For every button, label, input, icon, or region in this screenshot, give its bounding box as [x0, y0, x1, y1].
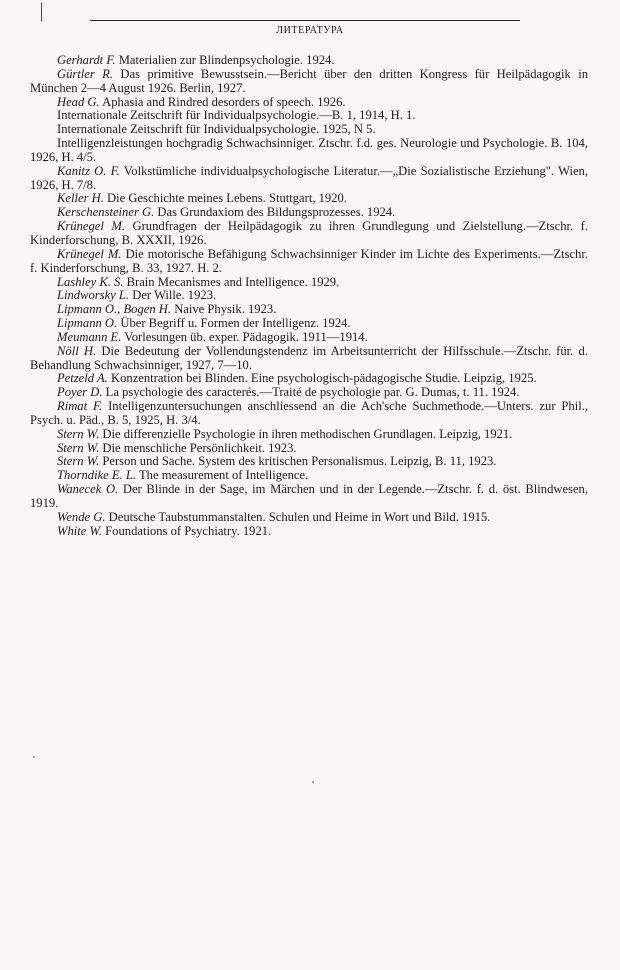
reference-entry	[30, 455, 588, 469]
scan-speck	[33, 756, 35, 758]
reference-author: Lashley K. S.	[57, 274, 124, 289]
reference-entry	[30, 442, 588, 456]
reference-author: Stern W.	[57, 426, 100, 441]
reference-entry	[30, 386, 588, 400]
reference-author: Nöll H.	[57, 343, 97, 358]
reference-text: Der Wille. 1923.	[132, 288, 217, 303]
margin-mark	[41, 3, 42, 21]
reference-author: Head G.	[57, 94, 100, 109]
reference-text: Die Bedeutung der Vollendungstendenz im Arbeitsunterricht der Hilfsschule.—Ztschr. für. d. Behandlung Schwachsinniger, 1927, 7—10.	[30, 343, 588, 372]
header-rule	[90, 20, 520, 21]
reference-entry	[30, 206, 588, 220]
reference-entry	[30, 137, 588, 165]
reference-text: Intelligenzuntersuchungen anschliessend an die Ach'sche Suchmethode.—Unters. zur Phil., Psych. u. Päd., B. 5, 1925, H. 3/4.	[30, 399, 588, 427]
reference-author: Poyer D.	[57, 385, 103, 400]
reference-author: Wanecek O.	[57, 482, 119, 497]
reference-entry	[30, 96, 588, 110]
reference-author: Lipmann O., Bogen H.	[57, 302, 172, 317]
reference-entry	[30, 345, 588, 373]
reference-entry	[30, 165, 588, 193]
reference-text: Das Grundaxiom des Bildungsprozesses. 1924.	[157, 205, 396, 220]
reference-entry	[30, 276, 588, 290]
reference-entry	[30, 303, 588, 317]
reference-author: Rimat F.	[57, 399, 103, 414]
reference-text: Die motorische Befähigung Schwachsinniger Kinder im Lichte des Experiments.—Ztschr. f. Kinderforschung, B. 33, 1927. H. 2.	[30, 246, 588, 275]
reference-author: Gürtler R.	[57, 66, 114, 81]
reference-entry	[30, 248, 588, 276]
scan-speck	[312, 781, 314, 783]
reference-text: Grundfragen der Heilpädagogik zu ihren Grundlegung und Zielstellung.—Ztschr. f. Kinderforschung, B. XXXII, 1926.	[30, 219, 588, 247]
reference-entry	[30, 220, 588, 248]
reference-text: Brain Mecanismes and Intelligence. 1929.	[126, 274, 340, 289]
reference-author: Thorndike E. L.	[57, 468, 137, 483]
reference-entry	[30, 331, 588, 345]
reference-text: Aphasia and Rindred desorders of speech. 1926.	[102, 94, 346, 109]
reference-text: Das primitive Bewusstsein.—Bericht über den dritten Kongress für Heilpädagogik in München 2—4 August 1926. Berlin, 1927.	[30, 66, 589, 95]
reference-list	[30, 54, 588, 539]
reference-entry	[30, 525, 588, 539]
reference-text: Volkstümliche individualpsychologische Literatur.—„Die Sozialistische Erziehung". Wien, 1926, H. 7/8.	[30, 163, 588, 192]
reference-entry	[30, 469, 588, 483]
reference-entry	[30, 511, 588, 525]
reference-author: Lipmann O.	[57, 316, 118, 331]
reference-entry	[30, 68, 588, 96]
reference-entry	[30, 289, 588, 303]
reference-author: Wende G.	[57, 509, 106, 524]
reference-author: Meumann E.	[57, 329, 122, 344]
reference-text: The measurement of Intelligence.	[138, 468, 309, 483]
reference-text: La psychologie des caracterés.—Traité de psychologie par. G. Dumas, t. 11. 1924.	[105, 385, 520, 400]
reference-author: Lindworsky L.	[57, 288, 130, 303]
reference-author: Krünegel M.	[57, 246, 122, 261]
reference-text: Deutsche Taubstummanstalten. Schulen und Heime in Wort und Bild. 1915.	[108, 509, 491, 524]
reference-entry	[30, 54, 588, 68]
reference-author: Krünegel M.	[57, 219, 126, 234]
reference-text: Konzentration bei Blinden. Eine psychologisch-pädagogische Studie. Leipzig, 1925.	[111, 371, 537, 386]
reference-text: Materialien zur Blindenpsychologie. 1924.	[118, 53, 335, 67]
reference-text: Intelligenzleistungen hochgradig Schwachsinniger. Ztschr. f.d. ges. Neurologie und Psychologie. B. 104, 1926, H. 4/5.	[30, 136, 588, 164]
reference-text: Die Geschichte meines Lebens. Stuttgart, 1920.	[107, 191, 347, 206]
reference-author: Keller H.	[57, 191, 104, 206]
reference-text: Internationale Zeitschrift für Individualpsychologie. 1925, N 5.	[57, 122, 376, 137]
reference-text: Der Blinde in der Sage, im Märchen und in der Legende.—Ztschr. f. d. öst. Blindwesen, 1919.	[30, 482, 588, 510]
reference-author: Petzeld A.	[57, 371, 108, 386]
reference-entry	[30, 400, 588, 428]
reference-text: Die differenzielle Psychologie in ihren methodischen Grundlagen. Leipzig, 1921.	[102, 426, 513, 441]
reference-entry	[30, 109, 588, 123]
reference-text: Über Begriff u. Formen der Intelligenz. 1924.	[120, 316, 351, 331]
reference-entry	[30, 123, 588, 137]
reference-text: Vorlesungen üb. exper. Pädagogik. 1911—1914.	[124, 329, 368, 344]
reference-author: Gerhardt F.	[57, 53, 116, 67]
reference-text: Naive Physik. 1923.	[174, 302, 277, 317]
reference-entry	[30, 317, 588, 331]
reference-entry	[30, 428, 588, 442]
reference-entry	[30, 372, 588, 386]
reference-entry	[30, 192, 588, 206]
reference-author: Stern W.	[57, 454, 100, 469]
reference-text: Die menschliche Persönlichkeit. 1923.	[102, 440, 297, 455]
reference-author: Kanitz O. F.	[57, 163, 120, 178]
reference-author: White W.	[57, 523, 103, 538]
page-title: ЛИТЕРАТУРА	[276, 25, 344, 36]
reference-entry	[30, 483, 588, 511]
reference-author: Kerschensteiner G.	[57, 205, 155, 220]
reference-author: Stern W.	[57, 440, 100, 455]
reference-text: Internationale Zeitschrift für Individualpsychologie.—B. 1, 1914, H. 1.	[57, 108, 416, 123]
reference-text: Foundations of Psychiatry. 1921.	[105, 523, 272, 538]
reference-text: Person und Sache. System des kritischen Personalismus. Leipzig, B. 11, 1923.	[102, 454, 497, 469]
